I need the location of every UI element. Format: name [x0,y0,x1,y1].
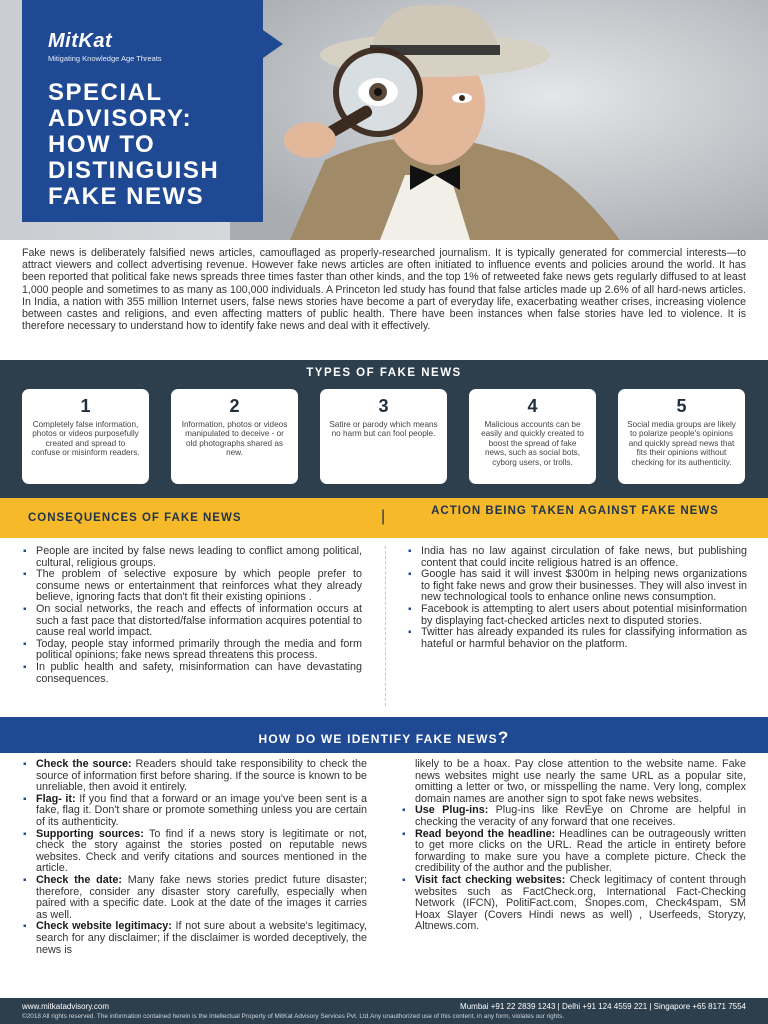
types-section [0,360,768,498]
consequences-action-header [0,498,768,538]
list-item: ▪ Today, people stay informed primarily through the media and form political opinions; fake news spread threatens this process. [22,639,362,662]
tip-label: Check website legitimacy: [36,920,172,933]
tip-label: Flag- it: [36,792,76,805]
type-card-number: 3 [378,396,389,416]
tip-text: If not sure about a website's legitimacy, search for any disclaimer; if the disclaimer is worded deceptively, the news is [36,920,367,956]
tip-label: Visit fact checking websites: [415,873,566,886]
tip-text: Readers should take responsibility to check the source of information first before sharing. If the source is known to be unreliable, then avoid it entirely. [36,758,367,794]
type-card-number: 4 [527,396,538,416]
intro-paragraph: Fake news is deliberately falsified news articles, camouflaged as properly-researched journalism. It is typically generated for commercial interests—to attract viewers and collect advertising revenue. However fake news articles are often initiated to influence events and policies around the world. It has been reported that political fake news spreads three times faster than other kinds, and the top 1% of retweeted fake news gets regularly diffused to at least 1,000 people and sometimes to as many as 100,000 individuals. A Princeton led study has found that false articles made up 2.6% of all hard-news articles. In India, a nation with 355 million Internet users, false news stories have become a part of everyday life, exacerbating weather crises, increasing violence between castes and religions, and even affecting matters of public health. There have been instances when false stories have led to violence. It is therefore necessary to understand how to identify fake news and deal with it effectively. [22,247,746,333]
mitkat-logo [48,30,162,63]
type-card-text: Malicious accounts can be easily and quickly created to boost the spread of fake news, such as social bots, cyborg users, or trolls. [481,420,584,467]
list-item [22,829,367,875]
tip-label: Supporting sources: [36,827,144,840]
list-item [22,794,367,829]
website-link[interactable]: www.mitkatadvisory.com [22,1002,109,1011]
list-item: ▪ Twitter has already expanded its rules for classifying information as hateful or harmful behavior on the platform. [407,627,747,650]
header-separator: | [381,508,386,525]
hero-banner [0,0,768,240]
contact-numbers: Mumbai +91 22 2839 1243 | Delhi +91 124 4559 221 | Singapore +65 8171 7554 [460,1002,746,1011]
type-card-text: Satire or parody which means no harm but can fool people. [329,420,438,439]
identify-header [0,717,768,753]
tip-label: Use Plug-ins: [415,804,489,817]
title-panel [22,0,263,222]
copyright-notice: ©2018 All rights reserved. The information contained herein is the Intellectual Property of MitKat Advisory Services Pvt. Ltd.Any unauthorized use of this content, in any form, violates our rights. [22,1013,565,1020]
list-item [22,875,367,921]
tip-label: Read beyond the headline: [415,827,556,840]
list-item: ▪ The problem of selective exposure by which people prefer to consume news or entertainment that reinforces what they already believe, ignoring facts that don't fit their existing opinions . [22,569,362,604]
logo-tagline: Mitigating Knowledge Age Threats [48,54,162,63]
list-item [401,875,746,933]
logo-name: MitKat [48,30,113,52]
types-title: TYPES OF FAKE NEWS [306,367,462,379]
type-card-4 [469,389,596,484]
detective-magnifier-photo [230,0,768,240]
type-card-number: 2 [229,396,240,416]
tip-text: Check legitimacy of content through websites such as FactCheck.org, International Fact-Checking Network (IFCN), PolitiFact.com, Snopes.com, Check4spam, SM Hoax Slayer (Covers Hindi news as well) , Userfeeds, Storyzy, Altnews.com. [415,873,746,933]
tip-text: Headlines can be outrageously written to get more clicks on the URL. Read the article in entirety before forwarding to make sure you have a complete picture. Check the credibility of the author and the publisher. [415,827,746,875]
type-card-text: Completely false information, photos or videos purposefully created and spread to confuse or misinform readers. [31,420,140,458]
list-item [401,829,746,875]
type-card-text: Social media groups are likely to polarize people's opinions and quickly spread news that fits their opinions without checking for its authenticity. [627,420,736,467]
identify-list-left [22,759,367,956]
list-item [401,805,746,828]
identify-title-text: HOW DO WE IDENTIFY FAKE NEWS [258,732,498,746]
list-item-continuation: likely to be a hoax. Pay close attention to the website name. Fake news websites might use nearly the same URL as a popular site, omitting a letter or two, or misspelling the name. Very long, complex domain names are another sign to spot fake news websites. [415,758,746,805]
type-card-3 [320,389,447,484]
question-mark: ? [497,728,510,747]
title-arrow-icon [263,30,283,58]
type-card-number: 5 [676,396,687,416]
list-item [22,759,367,794]
tip-label: Check the source: [36,758,132,770]
type-card-1 [22,389,149,484]
consequences-title: CONSEQUENCES OF FAKE NEWS [28,512,242,524]
tip-text: If you find that a forward or an image you've been sent is a fake, flag it. Don't share or promote something unless you are certain of its authenticity. [36,792,367,828]
list-item: ▪ On social networks, the reach and effects of information occurs at such a fast pace that distorted/false information acquires potential to cause real world impact. [22,604,362,639]
type-card-2 [171,389,298,484]
actions-title: ACTION BEING TAKEN AGAINST FAKE NEWS [431,505,719,517]
identify-list-right [401,759,746,933]
identify-title [0,728,768,748]
list-item: ▪ Facebook is attempting to alert users about potential misinformation by displaying fact-checked articles next to disputed stories. [407,604,747,627]
actions-list [407,546,747,650]
column-divider [385,546,386,706]
list-item: ▪ India has no law against circulation of fake news, but publishing content that could incite religious hatred is an offence. [407,546,747,569]
consequences-list [22,546,362,685]
list-item [22,921,367,956]
list-item: ▪ People are incited by false news leading to conflict among political, cultural, religious groups. [22,546,362,569]
type-card-text: Information, photos or videos manipulated to deceive - or old photographs shared as new. [181,420,288,458]
list-item: ▪ Google has said it will invest $300m in helping news organizations to fight fake news and grow their businesses. They will also invest in new technological tools to enhance online news consumption. [407,569,747,604]
tip-text: To find if a news story is legitimate or not, check the story against the stories posted on reputable news websites. Check and verify citations and sources mentioned in the article. [36,827,368,875]
page-title: SPECIAL ADVISORY: HOW TO DISTINGUISH FAKE NEWS [48,79,220,210]
tip-label: Check the date: [36,873,122,886]
tip-text: Plug-ins like RevEye on Chrome are helpful in checking the veracity of any forward that one receives. [415,804,746,828]
list-item: ▪ In public health and safety, misinformation can have devastating consequences. [22,662,362,685]
type-card-number: 1 [80,396,91,416]
type-card-5 [618,389,745,484]
tip-text: Many fake news stories predict future disaster; therefore, consider any disaster story carefully, especially when paired with a specific date. Look at the date of the images it carries as well. [36,873,367,921]
footer [0,998,768,1024]
